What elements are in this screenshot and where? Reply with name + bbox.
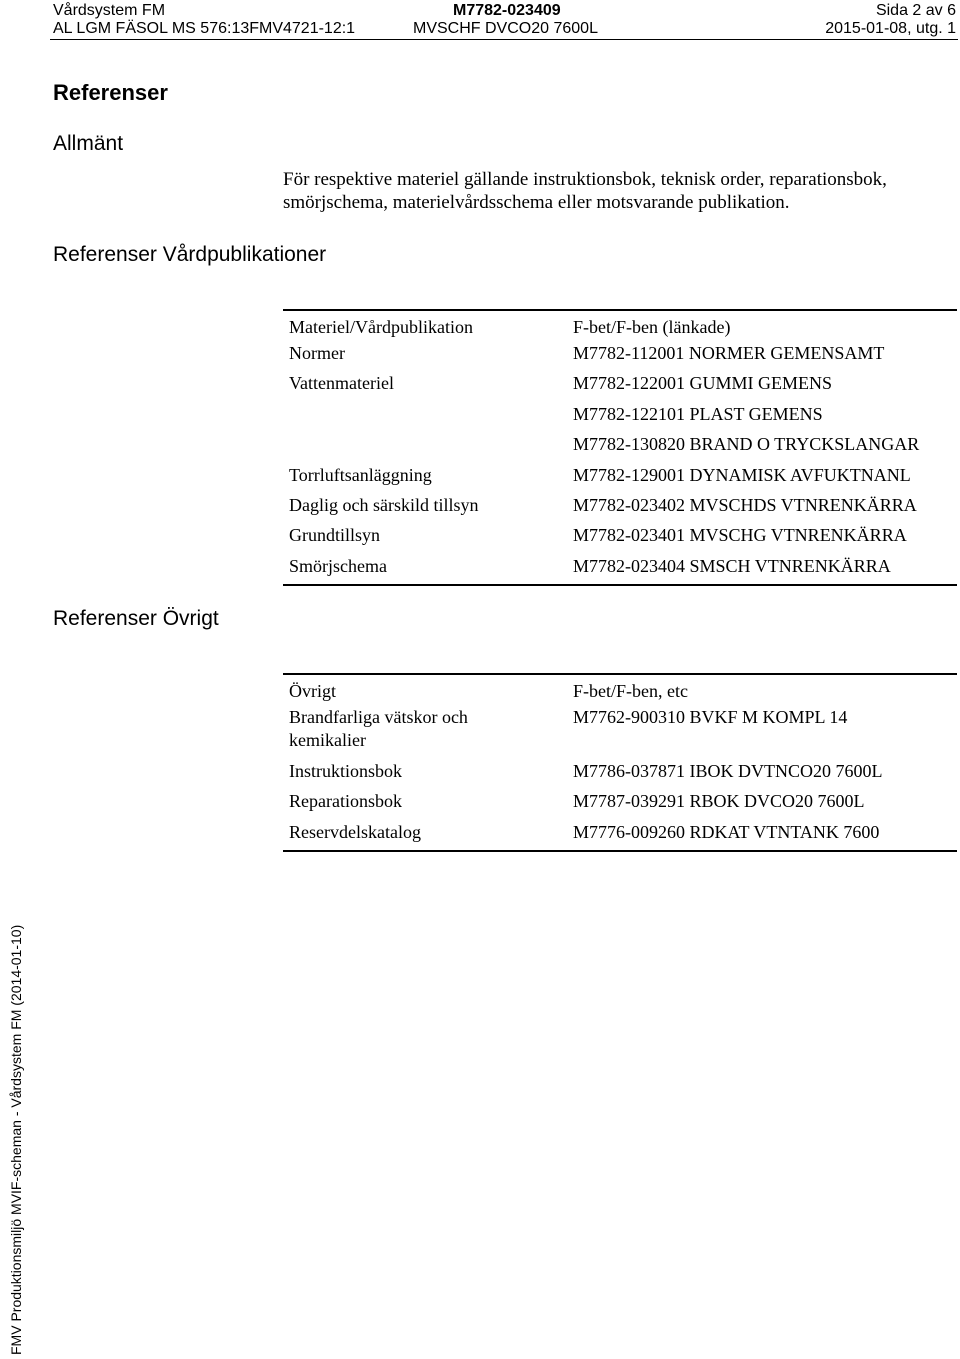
column-header: F-bet/F-ben (länkade)	[573, 316, 731, 337]
table-row	[283, 555, 957, 584]
column-header: Materiel/Vårdpublikation	[289, 316, 473, 337]
table-cell: M7782-112001 NORMER GEMENSAMT	[573, 343, 885, 363]
heading-vardpublikationer: Referenser Vårdpublikationer	[53, 243, 327, 266]
table-cell: Daglig och särskild tillsyn	[289, 494, 479, 515]
heading-allmant: Allmänt	[53, 132, 124, 155]
header-document-title: MVSCHF DVCO20 7600L	[413, 20, 598, 37]
table-row	[283, 372, 957, 402]
allmant-paragraph: För respektive materiel gällande instruktionsbok, teknisk order, reparationsbok, smörjschema, materielvårdsschema eller motsvarande publikation.	[283, 169, 887, 213]
column-header: Övrigt	[289, 680, 336, 701]
page-title: Referenser	[53, 80, 168, 105]
table-cell: M7762-900310 BVKF M KOMPL 14	[573, 707, 848, 727]
vard-rows	[283, 342, 957, 584]
table-cell: M7782-023401 MVSCHG VTNRENKÄRRA	[573, 525, 907, 546]
table-row	[283, 403, 957, 433]
table-row	[283, 821, 957, 850]
header-left-line2: AL LGM FÄSOL MS 576:13FMV4721-12:1	[53, 20, 356, 37]
header-rule	[50, 39, 958, 40]
header-left-line1: Vårdsystem FM	[53, 2, 166, 19]
table-cell: Brandfarliga vätskor och kemikalier	[289, 707, 468, 750]
vardpublikationer-table	[283, 309, 957, 586]
table-cell: Smörjschema	[289, 555, 387, 576]
table-cell: M7776-009260 RDKAT VTNTANK 7600	[573, 821, 880, 842]
table-cell: Reservdelskatalog	[289, 821, 421, 842]
table-header-row	[283, 312, 957, 342]
table-row	[283, 464, 957, 494]
table-row	[283, 494, 957, 524]
table-row	[283, 524, 957, 554]
heading-ovrigt: Referenser Övrigt	[53, 607, 219, 630]
table-cell: Normer	[289, 343, 345, 363]
table-cell: Vattenmateriel	[289, 373, 394, 394]
table-row	[283, 760, 957, 790]
table-cell: M7782-129001 DYNAMISK AVFUKTNANL	[573, 464, 911, 485]
table-cell: M7787-039291 RBOK DVCO20 7600L	[573, 791, 865, 812]
table-cell: M7786-037871 IBOK DVTNCO20 7600L	[573, 761, 883, 781]
column-header: F-bet/F-ben, etc	[573, 680, 688, 701]
table-cell: M7782-122001 GUMMI GEMENS	[573, 373, 833, 394]
table-cell	[283, 433, 573, 463]
table-row	[283, 706, 957, 760]
table-row	[283, 790, 957, 820]
table-row	[283, 433, 957, 463]
table-cell: Grundtillsyn	[289, 525, 381, 546]
vertical-footer-text: FMV Produktionsmiljö MVIF-scheman - Vårdsystem FM (2014-01-10)	[8, 924, 24, 1355]
table-cell: M7782-130820 BRAND O TRYCKSLANGAR	[573, 434, 920, 455]
header-page-number: Sida 2 av 6	[875, 2, 956, 19]
table-row	[283, 342, 957, 372]
table-cell: M7782-023402 MVSCHDS VTNRENKÄRRA	[573, 494, 917, 515]
table-cell	[283, 403, 573, 433]
table-cell: M7782-023404 SMSCH VTNRENKÄRRA	[573, 555, 891, 576]
table-cell: M7782-122101 PLAST GEMENS	[573, 403, 823, 424]
table-cell: Reparationsbok	[289, 791, 402, 812]
table-cell: Torrluftsanläggning	[289, 464, 432, 485]
header-date-edition: 2015-01-08, utg. 1	[825, 20, 956, 37]
table-header-row	[283, 676, 957, 706]
table-cell: Instruktionsbok	[289, 761, 403, 781]
ovrigt-table	[283, 673, 957, 852]
header-document-number: M7782-023409	[453, 2, 561, 19]
